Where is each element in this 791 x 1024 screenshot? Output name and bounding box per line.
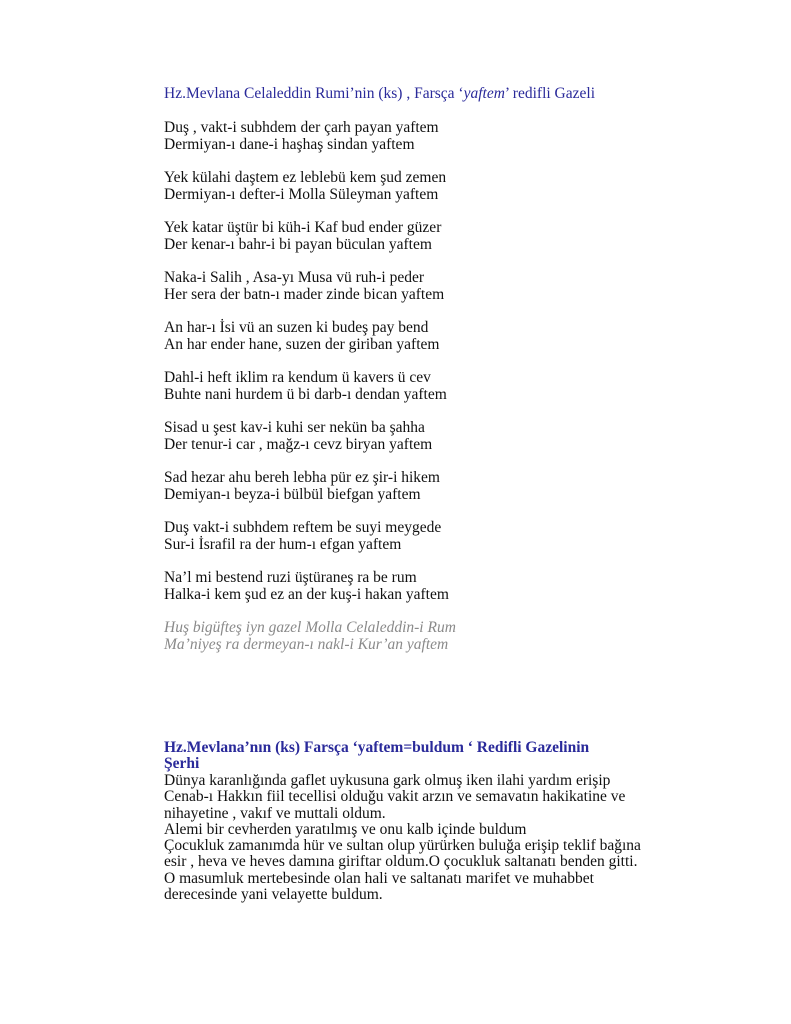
commentary-line: esir , heva ve heves damına giriftar oldum.O çocukluk saltanatı benden gitti. — [164, 853, 638, 871]
poem-section — [164, 84, 764, 669]
stanza — [164, 269, 764, 303]
stanza — [164, 469, 764, 503]
verse-line: Der tenur-i car , mağz-ı cevz biryan yaftem — [164, 436, 433, 453]
verse-line: Yek katar üştür bi küh-i Kaf bud ender güzer — [164, 219, 442, 236]
stanza — [164, 119, 764, 153]
stanza — [164, 219, 764, 253]
commentary-line: Alemi bir cevherden yaratılmış ve onu kalb içinde buldum — [164, 820, 527, 838]
verse-line: Duş vakt-i subhdem reftem be suyi meygede — [164, 519, 442, 536]
verse-line: Sad hezar ahu bereh lebha pür ez şir-i hikem — [164, 469, 440, 486]
commentary-line: O masumluk mertebesinde olan hali ve saltanatı marifet ve muhabbet — [164, 869, 594, 887]
verse-line: Buhte nani hurdem ü bi darb-ı dendan yaftem — [164, 386, 447, 403]
commentary-body — [164, 773, 684, 903]
poem-title-before: Hz.Mevlana Celaleddin Rumi’nin (ks) , Farsça ‘ — [164, 85, 464, 102]
verse-line: Sur-i İsrafil ra der hum-ı efgan yaftem — [164, 536, 402, 553]
commentary-line: nihayetine , vakıf ve muttali oldum. — [164, 804, 386, 822]
poem-title-italic: yaftem — [463, 85, 505, 102]
closing-line: Ma’niyeş ra dermeyan-ı nakl-i Kur’an yaftem — [164, 636, 449, 653]
stanza — [164, 569, 764, 603]
commentary-heading-line: Hz.Mevlana’nın (ks) Farsça ‘yaftem=buldum ‘ Redifli Gazelinin — [164, 739, 590, 756]
commentary-line: Cenab-ı Hakkın fiil tecellisi olduğu vakit arzın ve semavatın hakikatine ve — [164, 788, 626, 806]
stanza — [164, 319, 764, 353]
poem-title-after: ’ redifli Gazeli — [504, 85, 596, 102]
verse-line: Sisad u şest kav-i kuhi ser nekün ba şahha — [164, 419, 425, 436]
verse-line: Dermiyan-ı dane-i haşhaş sindan yaftem — [164, 136, 415, 153]
verse-line: Dahl-i heft iklim ra kendum ü kavers ü cev — [164, 369, 431, 386]
closing-stanza — [164, 619, 764, 653]
verse-line: Duş , vakt-i subhdem der çarh payan yaftem — [164, 119, 439, 136]
commentary-heading-line: Şerhi — [164, 755, 200, 772]
stanza — [164, 169, 764, 203]
verse-line: An har-ı İsi vü an suzen ki budeş pay bend — [164, 319, 429, 336]
closing-line: Huş bigüfteş iyn gazel Molla Celaleddin-i Rum — [164, 619, 456, 636]
commentary-line: derecesinde yani velayette buldum. — [164, 886, 383, 904]
verse-line: Yek külahi daştem ez leblebü kem şud zemen — [164, 169, 447, 186]
stanza — [164, 369, 764, 403]
verse-line: Der kenar-ı bahr-i bi payan büculan yaftem — [164, 236, 432, 253]
verse-line: Dermiyan-ı defter-i Molla Süleyman yaftem — [164, 186, 439, 203]
commentary-line: Dünya karanlığında gaflet uykusuna gark olmuş iken ilahi yardım erişip — [164, 772, 611, 789]
stanza — [164, 419, 764, 453]
verse-line: Demiyan-ı beyza-i bülbül biefgan yaftem — [164, 486, 421, 503]
verse-line: An har ender hane, suzen der giriban yaftem — [164, 336, 440, 353]
verse-line: Her sera der batn-ı mader zinde bican yaftem — [164, 286, 445, 303]
stanza — [164, 519, 764, 553]
verse-line: Na’l mi bestend ruzi üştüraneş ra be rum — [164, 569, 417, 586]
commentary-heading — [164, 740, 664, 772]
verse-line: Naka-i Salih , Asa-yı Musa vü ruh-i peder — [164, 269, 424, 286]
poem-title — [164, 84, 764, 104]
commentary-line: Çocukluk zamanımda hür ve sultan olup yürürken buluğa erişip teklif bağına — [164, 837, 641, 855]
verse-line: Halka-i kem şud ez an der kuş-i hakan yaftem — [164, 586, 449, 603]
